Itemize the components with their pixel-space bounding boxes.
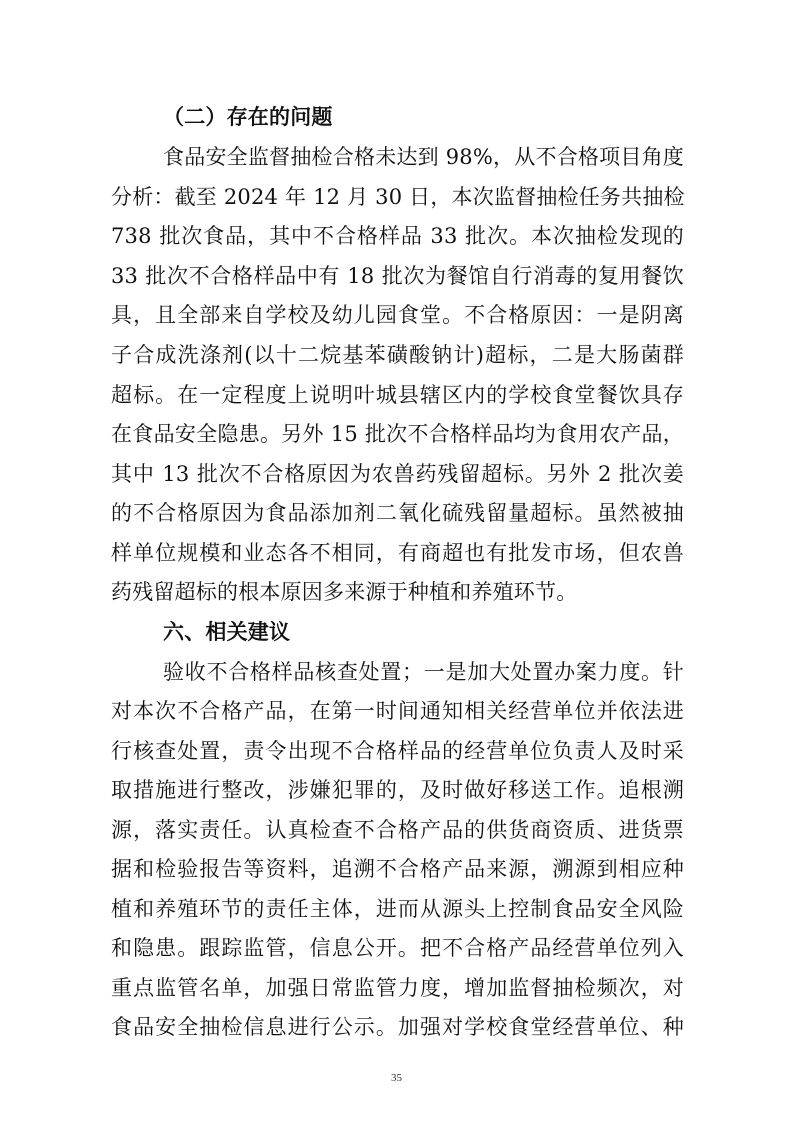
paragraph-line: 超标。在一定程度上说明叶城县辖区内的学校食堂餐饮具存 — [111, 383, 684, 407]
paragraph-line: 其中 13 批次不合格原因为农兽药残留超标。另外 2 批次姜 — [111, 462, 684, 486]
paragraph-line: 的不合格原因为食品添加剂二氧化硫残留量超标。虽然被抽 — [111, 501, 684, 525]
paragraph-line: 取措施进行整改，涉嫌犯罪的，及时做好移送工作。追根溯 — [111, 778, 684, 802]
paragraph-line: 食品安全监督抽检合格未达到 98%，从不合格项目角度 — [163, 145, 684, 169]
paragraph-line: 验收不合格样品核查处置；一是加大处置办案力度。针 — [163, 660, 684, 684]
paragraph-line: 对本次不合格产品，在第一时间通知相关经营单位并依法进 — [111, 699, 684, 723]
page-number: 35 — [391, 1072, 402, 1084]
paragraph-line: 行核查处置，责令出现不合格样品的经营单位负责人及时采 — [111, 739, 684, 763]
paragraph-line: 药残留超标的根本原因多来源于种植和养殖环节。 — [111, 580, 578, 604]
paragraph-line: 据和检验报告等资料，追溯不合格产品来源，溯源到相应种 — [111, 857, 684, 881]
paragraph-line: 源，落实责任。认真检查不合格产品的供货商资质、进货票 — [111, 818, 684, 842]
paragraph-line: 33 批次不合格样品中有 18 批次为餐馆自行消毒的复用餐饮 — [111, 264, 684, 288]
paragraph-line: 样单位规模和业态各不相同，有商超也有批发市场，但农兽 — [111, 541, 684, 565]
paragraph-line: 重点监管名单，加强日常监管力度，增加监督抽检频次，对 — [111, 976, 684, 1000]
section-heading-recommendations: 六、相关建议 — [163, 620, 291, 644]
paragraph-line: 738 批次食品，其中不合格样品 33 批次。本次抽检发现的 — [111, 224, 684, 248]
paragraph-line: 分析：截至 2024 年 12 月 30 日，本次监督抽检任务共抽检 — [111, 185, 685, 209]
paragraph-line: 子合成洗涤剂(以十二烷基苯磺酸钠计)超标，二是大肠菌群 — [111, 343, 684, 367]
paragraph-line: 在食品安全隐患。另外 15 批次不合格样品均为食用农产品， — [111, 422, 684, 446]
section-heading-problems: （二）存在的问题 — [163, 105, 333, 129]
paragraph-line: 和隐患。跟踪监管，信息公开。把不合格产品经营单位列入 — [111, 936, 684, 960]
paragraph-line: 植和养殖环节的责任主体，进而从源头上控制食品安全风险 — [111, 897, 684, 921]
paragraph-line: 食品安全抽检信息进行公示。加强对学校食堂经营单位、种 — [111, 1015, 684, 1039]
paragraph-line: 具，且全部来自学校及幼儿园食堂。不合格原因：一是阴离 — [111, 303, 684, 327]
